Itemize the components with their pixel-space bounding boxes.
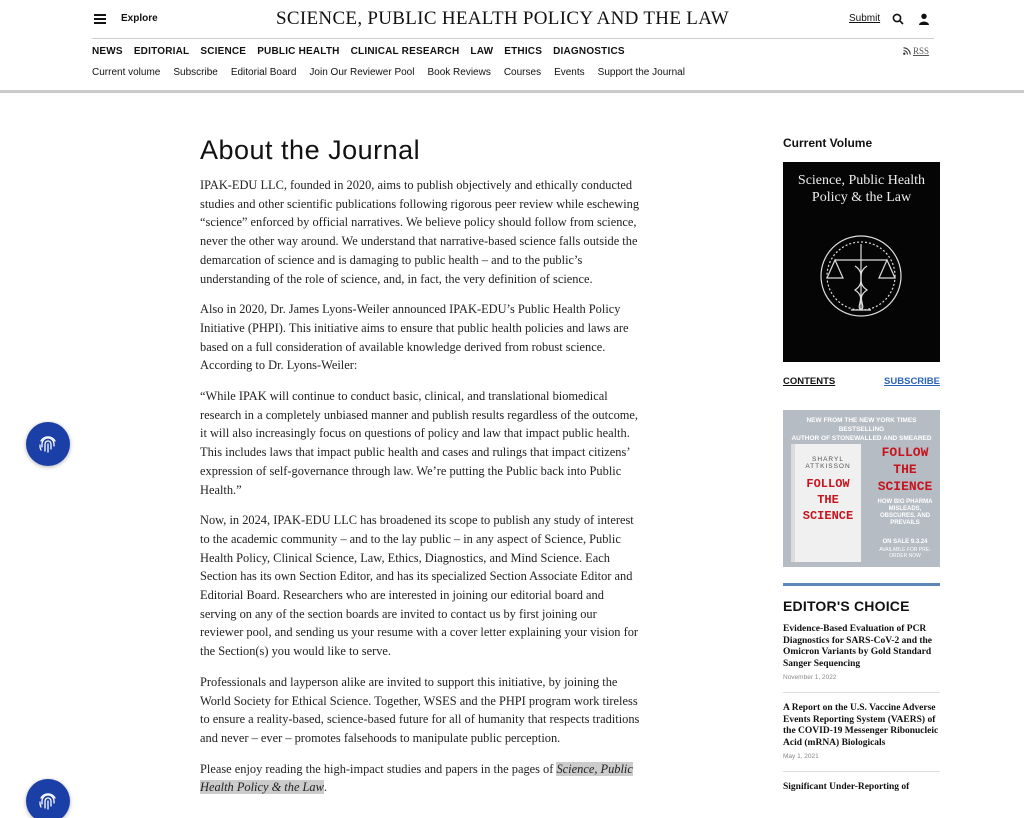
editors-choice-divider (783, 583, 940, 586)
nav-item-editorial[interactable]: EDITORIAL (133, 46, 190, 57)
editors-choice-heading: EDITOR'S CHOICE (783, 598, 910, 614)
paragraph-phpi: Also in 2020, Dr. James Lyons-Weiler announced IPAK-EDU’s Public Health Policy Initiative (PHPI). This initiative aims to ensure that public health policies and laws are based on a full consideration of available knowledge derived from robust science. According to Dr. Lyons-Weiler: (200, 302, 629, 373)
cover-title: Science, Public Health Policy & the Law (797, 173, 926, 205)
submit-link[interactable]: Submit (849, 13, 881, 24)
paragraph-wses: Professionals and layperson alike are invited to support this initiative, by joining the World Society for Ethical Science. Together, WSES and the PHPI program work tireless to ensure a reality-based, science-based future for all of humanity that respects traditions and never – ever – promotes falsehoods to manipulate public perception. (200, 674, 640, 745)
article-body (200, 135, 640, 809)
contents-link[interactable]: CONTENTS (783, 376, 836, 387)
nav-divider (0, 90, 1024, 93)
site-title[interactable]: SCIENCE, PUBLIC HEALTH POLICY AND THE LAW (276, 8, 729, 29)
search-icon[interactable] (892, 13, 904, 25)
ad-on-sale: ON SALE 9.3.24 (882, 539, 928, 545)
rss-label: RSS (913, 46, 930, 56)
ad-header (783, 416, 940, 443)
editors-choice-date: November 1, 2022 (783, 674, 837, 681)
subnav-events[interactable]: Events (554, 67, 585, 78)
ad-title: FOLLOW THE SCIENCE (877, 445, 933, 494)
sidebar (783, 136, 940, 805)
rss-link[interactable] (903, 46, 929, 56)
subnav-current-volume[interactable]: Current volume (92, 67, 161, 78)
nav-item-public-health[interactable]: PUBLIC HEALTH (257, 46, 340, 57)
nav-item-news[interactable]: NEWS (92, 46, 123, 57)
paragraph-scope: Now, in 2024, IPAK-EDU LLC has broadened its scope to publish any study of interest to the academic community – and to the lay public – in any aspect of Science, Public Health Policy, Clinical Science, Law, Ethics, Diagnostics, and Mind Science. Each Section has its own Section Editor, and has its specialized Section Associate Editor and Editorial Board. Researchers who are interested in joining our editorial board and serving on any of the section boards are invited to contact us by first joining our reviewer pool, and sending us your resume with a cover letter explaining your vision for the Section(s) you would like to serve. (200, 513, 639, 659)
book-title: FOLLOW THE SCIENCE (802, 477, 854, 523)
paragraph-intro: IPAK-EDU LLC, founded in 2020, aims to publish objectively and ethically conducted studies and other scientific publications following rigorous peer review while eschewing “science” enforced by official narratives. We believe policy should follow from science, never the other way around. We understand that narrative-based science falls outside the demarcation of science and is damaging to public health – and to the public’s understanding of the role of science, and, in fact, the very definition of science. (200, 178, 640, 286)
editors-choice-title[interactable]: Evidence-Based Evaluation of PCR Diagnostics for SARS-CoV-2 and the Omicron Variants by Gold Standard Sanger Sequencing (783, 624, 933, 669)
user-icon[interactable] (918, 13, 930, 25)
editors-choice-title[interactable]: Significant Under-Reporting of (783, 782, 910, 792)
scales-dna-icon (811, 226, 911, 326)
paragraph-quote: “While IPAK will continue to conduct basic, clinical, and translational biomedical research in a completely unbiased manner and publish results regardless of the outcome, it will also increasingly focus on questions of policy and law that impact public health. This includes laws that impact public health and cases and rulings that impact citizens’ expression of self-governance through law. We’re putting the Public back into Public Health.” (200, 389, 639, 497)
ad-header-line-1: NEW FROM THE NEW YORK TIMES BESTSELLING (806, 417, 917, 433)
paragraph-closing (200, 760, 640, 797)
subnav-support[interactable]: Support the Journal (597, 67, 685, 78)
nav-item-clinical-research[interactable]: CLINICAL RESEARCH (350, 46, 460, 57)
subnav-book-reviews[interactable]: Book Reviews (427, 67, 491, 78)
ad-subtitle: HOW BIG PHARMA MISLEADS, OBSCURES, AND PREVAILS (877, 499, 933, 526)
editors-choice-date: May 1, 2021 (783, 753, 819, 760)
rss-icon (903, 47, 911, 55)
ad-text (875, 444, 935, 559)
closing-period: . (323, 780, 327, 795)
cover-links (783, 376, 940, 387)
header-divider (92, 38, 934, 39)
nav-item-science[interactable]: SCIENCE (200, 46, 247, 57)
book-cover-image (791, 444, 861, 562)
book-author: SHARYL ATTKISSON (805, 456, 851, 470)
journal-cover[interactable] (783, 162, 940, 362)
subnav-editorial-board[interactable]: Editorial Board (230, 67, 297, 78)
sub-nav (92, 67, 685, 78)
nav-item-diagnostics[interactable]: DIAGNOSTICS (553, 46, 625, 57)
top-bar (0, 0, 1024, 40)
journal-name-highlight: Science, Public Health Policy & the Law (200, 761, 633, 795)
subnav-courses[interactable]: Courses (503, 67, 542, 78)
subscribe-link[interactable]: SUBSCRIBE (884, 376, 940, 387)
nav-item-ethics[interactable]: ETHICS (504, 46, 543, 57)
nav-item-law[interactable]: LAW (470, 46, 494, 57)
editors-choice-item[interactable] (783, 772, 940, 805)
editors-choice-item[interactable] (783, 693, 940, 772)
page-title: About the Journal (200, 135, 421, 165)
editors-choice-title[interactable]: A Report on the U.S. Vaccine Adverse Events Reporting System (VAERS) of the COVID-19 Messenger Ribonucleic Acid (mRNA) Biologicals (783, 703, 939, 748)
ad-preorder: AVAILABLE FOR PRE-ORDER NOW (879, 547, 931, 559)
fingerprint-button-2[interactable] (26, 779, 70, 818)
fingerprint-button[interactable] (26, 422, 70, 466)
fingerprint-icon (37, 790, 59, 812)
editors-choice-item[interactable] (783, 614, 940, 693)
closing-text: Please enjoy reading the high-impact studies and papers in the pages of (200, 761, 557, 776)
explore-link[interactable]: Explore (121, 13, 158, 24)
book-advertisement[interactable] (783, 410, 940, 567)
subnav-reviewer-pool[interactable]: Join Our Reviewer Pool (309, 67, 415, 78)
subnav-subscribe[interactable]: Subscribe (173, 67, 218, 78)
current-volume-heading: Current Volume (783, 136, 873, 150)
main-nav (92, 46, 625, 57)
fingerprint-icon (37, 433, 59, 455)
ad-header-line-2: AUTHOR OF STONEWALLED AND SMEARED (791, 435, 932, 442)
